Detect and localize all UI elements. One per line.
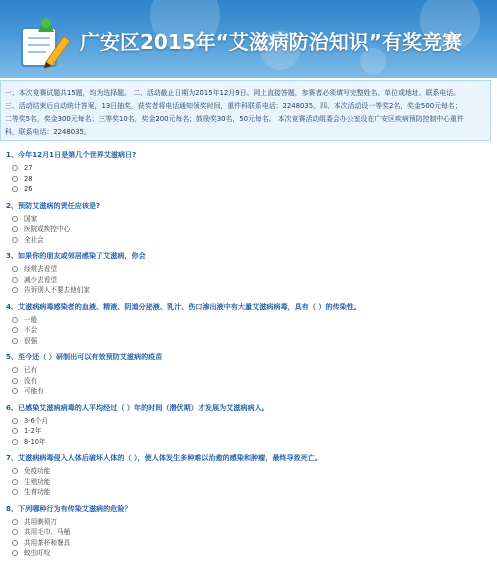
option-label: 全社会 [24,235,44,244]
question-item [6,452,491,503]
notebook-pencil-icon [16,14,72,70]
radio-button[interactable] [12,266,18,272]
option-row[interactable] [6,275,491,286]
notice-text: 科，联系电话：2248035。 [5,128,91,136]
option-row[interactable] [6,538,491,549]
question-title: 2、预防艾滋病的责任应该是? [6,200,101,210]
radio-button[interactable] [12,165,18,171]
question-title: 1、今年12月1日是第几个世界艾滋病日? [6,150,137,159]
option-label: 共用剃须刀 [24,517,57,526]
option-label: 1-2年 [24,427,42,436]
radio-button[interactable] [12,378,18,384]
radio-button[interactable] [12,367,18,373]
option-row[interactable] [6,437,491,448]
option-row[interactable] [6,376,491,387]
option-label: 26 [24,185,33,194]
option-row[interactable] [6,285,491,296]
radio-button[interactable] [12,237,18,243]
option-label: 生殖功能 [24,477,51,486]
option-row[interactable] [6,325,491,336]
notice-box [0,80,491,141]
radio-button[interactable] [12,540,18,546]
question-item [6,351,491,402]
option-label: 不会 [24,326,38,335]
option-label: 27 [24,164,33,173]
option-label: 共用毛巾、马桶 [24,528,71,537]
radio-button[interactable] [12,439,18,445]
option-label: 3-6个月 [24,416,48,425]
option-label: 一般 [24,315,38,324]
option-row[interactable] [6,386,491,397]
radio-button[interactable] [12,186,18,192]
option-label: 减少去看望 [24,275,57,284]
option-label: 医院或疾控中心 [24,225,71,234]
option-row[interactable] [6,163,491,174]
radio-button[interactable] [12,317,18,323]
option-label: 生育功能 [24,488,51,497]
option-label: 经常去看望 [24,265,57,274]
option-row[interactable] [6,336,491,347]
option-row[interactable] [6,477,491,488]
notice-text: 二等奖5名，奖金300元每名；三等奖10名，奖金200元每名；鼓励奖30名，50元每名。 本次竞赛活动组委会办公室设在广安区疾病预防控制中心重件 [5,115,464,123]
option-row[interactable] [6,416,491,427]
option-row[interactable] [6,184,491,195]
question-title: 4、艾滋病病毒感染者的血液、精液、阴道分泌液、乳汁、伤口渗出液中有大量艾滋病病毒，具有（ ）的传染性。 [6,301,361,311]
question-item [6,301,491,352]
option-label: 很强 [24,336,38,345]
radio-button[interactable] [12,418,18,424]
option-row[interactable] [6,315,491,326]
radio-button[interactable] [12,489,18,495]
option-row[interactable] [6,426,491,437]
option-row[interactable] [6,517,491,528]
radio-button[interactable] [12,388,18,394]
question-title: 8、下列哪种行为有传染艾滋病的危险？ [6,503,132,513]
question-item [6,503,491,558]
radio-button[interactable] [12,479,18,485]
question-title: 3、如果你的朋友或邻居感染了艾滋病，你会 [6,251,146,260]
option-row[interactable] [6,224,491,235]
option-label: 蚊虫叮咬 [24,549,51,558]
radio-button[interactable] [12,176,18,182]
question-title: 6、已感染艾滋病病毒的人平均经过（ ）年的时间（潜伏期）才发展为艾滋病病人。 [6,402,269,412]
radio-button[interactable] [12,216,18,222]
radio-button[interactable] [12,287,18,293]
question-item [6,200,491,251]
header-banner [0,0,497,78]
option-row[interactable] [6,235,491,246]
option-row[interactable] [6,174,491,185]
option-label: 免疫功能 [24,467,51,476]
option-label: 没有 [24,376,38,385]
radio-button[interactable] [12,327,18,333]
option-label: 8-10年 [24,437,46,446]
question-item [6,402,491,453]
option-row[interactable] [6,487,491,498]
option-label: 国家 [24,214,38,223]
option-row[interactable] [6,365,491,376]
question-title: 5、至今还（ ）研制出可以有效预防艾滋病的疫苗 [6,352,163,361]
option-label: 告诉别人不要去他们家 [24,286,90,295]
option-label: 28 [24,174,33,183]
option-label: 共用茶杯和餐具 [24,538,71,547]
option-row[interactable] [6,264,491,275]
option-row[interactable] [6,214,491,225]
option-row[interactable] [6,548,491,559]
notice-text: 三、活动结束后自动统计答案，13日抽奖，获奖者将电话通知领奖时间，重件科联系电话：2248035。四、本次活动设一等奖2名，奖金500元每名； [5,102,462,110]
option-label: 已有 [24,366,38,375]
radio-button[interactable] [12,277,18,283]
radio-button[interactable] [12,550,18,556]
notice-text: 一、本次竞赛试题共15题，均为选择题。 二、活动截止日期为2015年12月9日。网上直接答题，参赛者必须填写完整姓名、单位或地址、联系电话。 [5,89,461,97]
radio-button[interactable] [12,428,18,434]
radio-button[interactable] [12,468,18,474]
question-item [6,250,491,301]
option-row[interactable] [6,466,491,477]
radio-button[interactable] [12,226,18,232]
radio-button[interactable] [12,529,18,535]
radio-button[interactable] [12,338,18,344]
question-item [6,149,491,200]
option-row[interactable] [6,527,491,538]
option-label: 可能有 [24,387,44,396]
question-title: 7、艾滋病病毒侵入人体后破坏人体的（ ），使人体发生多种难以治愈的感染和肿瘤，最终导致死亡。 [6,453,322,462]
page-title: 广安区2015年“艾滋病防治知识”有奖竞赛 [80,30,462,54]
question-list [6,149,491,558]
radio-button[interactable] [12,519,18,525]
